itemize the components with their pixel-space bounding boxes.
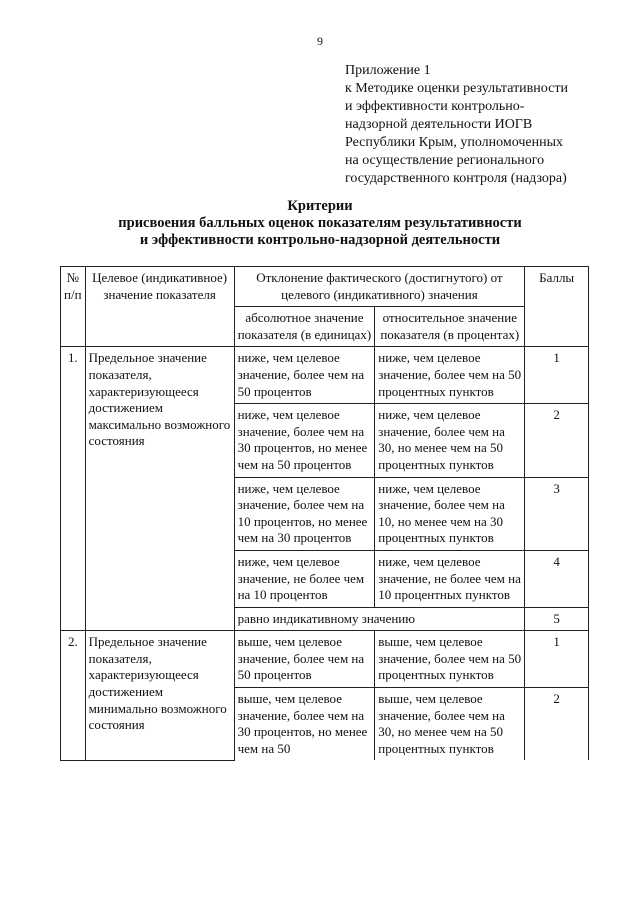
equal-value-cell: равно индикативному значению [234,607,525,631]
relative-cell: ниже, чем целевое значение, более чем на 10, но менее чем на 30 процентных пунктов [375,477,525,550]
heading-subtitle-line: и эффективности контрольно-надзорной деятельности [139,232,501,248]
heading-subtitle-line: присвоения балльных оценок показателям результативности [118,215,522,231]
indicator-cell: Предельное значение показателя, характеризующееся достижением минимально возможного состояния [85,631,234,761]
appendix-line: к Методике оценки результативности [345,81,568,96]
heading-title: Критерии [287,198,353,214]
points-cell: 2 [525,688,589,761]
absolute-cell: ниже, чем целевое значение, не более чем на 10 процентов [234,550,375,607]
relative-cell: ниже, чем целевое значение, более чем на 50 процентных пунктов [375,347,525,404]
appendix-line: Приложение 1 [345,63,431,78]
points-cell: 5 [525,607,589,631]
header-points: Баллы [525,267,589,347]
appendix-line: на осуществление регионального [345,153,545,168]
table-header-row [61,267,589,307]
indicator-cell: Предельное значение показателя, характеризующееся достижением максимально возможного состояния [85,347,234,631]
absolute-cell: выше, чем целевое значение, более чем на 50 процентов [234,631,375,688]
appendix-block [345,62,605,188]
header-relative: относительное значение показателя (в процентах) [375,307,525,347]
absolute-cell: ниже, чем целевое значение, более чем на 10 процентов, но менее чем на 30 процентов [234,477,375,550]
header-deviation: Отклонение фактического (достигнутого) от целевого (индикативного) значения [234,267,525,307]
appendix-line: Республики Крым, уполномоченных [345,135,563,150]
header-num: № п/п [61,267,86,347]
points-cell: 1 [525,631,589,688]
row-number: 1. [61,347,86,631]
relative-cell: выше, чем целевое значение, более чем на 30, но менее чем на 50 процентных пунктов [375,688,525,761]
criteria-table [60,266,589,761]
table-row [61,631,589,688]
row-number: 2. [61,631,86,761]
points-cell: 1 [525,347,589,404]
relative-cell: ниже, чем целевое значение, более чем на 30, но менее чем на 50 процентных пунктов [375,404,525,477]
table-row [61,347,589,404]
relative-cell: выше, чем целевое значение, более чем на 50 процентных пунктов [375,631,525,688]
appendix-line: надзорной деятельности ИОГВ [345,117,533,132]
absolute-cell: ниже, чем целевое значение, более чем на 30 процентов, но менее чем на 50 процентов [234,404,375,477]
points-cell: 3 [525,477,589,550]
relative-cell: ниже, чем целевое значение, не более чем на 10 процентных пунктов [375,550,525,607]
header-absolute: абсолютное значение показателя (в единицах) [234,307,375,347]
appendix-line: государственного контроля (надзора) [345,171,567,186]
page-number: 9 [317,34,323,48]
points-cell: 4 [525,550,589,607]
points-cell: 2 [525,404,589,477]
document-heading [0,198,640,249]
header-indicator: Целевое (индикативное) значение показателя [85,267,234,347]
absolute-cell: выше, чем целевое значение, более чем на 30 процентов, но менее чем на 50 [234,688,375,761]
appendix-line: и эффективности контрольно- [345,99,525,114]
absolute-cell: ниже, чем целевое значение, более чем на 50 процентов [234,347,375,404]
